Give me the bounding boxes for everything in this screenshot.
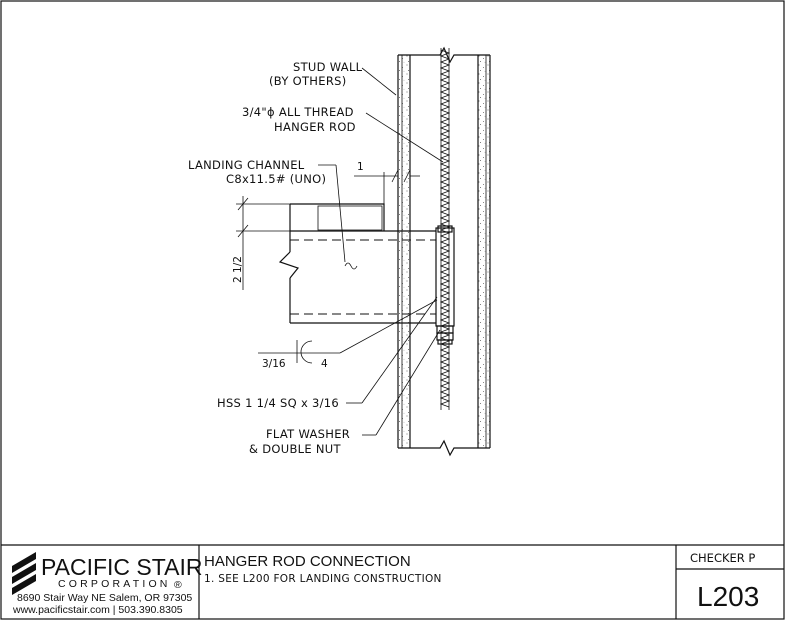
channel-label-2: C8x11.5# (UNO) bbox=[226, 172, 327, 186]
weld-length-text: 4 bbox=[321, 358, 328, 370]
thread-label-1: 3/4"ϕ ALL THREAD bbox=[242, 105, 354, 119]
washer-label-2: & DOUBLE NUT bbox=[249, 442, 341, 456]
hanger-rod bbox=[441, 48, 449, 410]
stud-wall-label-2: (BY OTHERS) bbox=[269, 74, 347, 88]
dim-height-text: 2 1/2 bbox=[232, 256, 244, 283]
drawing-title: HANGER ROD CONNECTION bbox=[204, 553, 411, 570]
title-block bbox=[1, 545, 784, 619]
dimension-height bbox=[232, 196, 290, 290]
drawing-note: 1. SEE L200 FOR LANDING CONSTRUCTION bbox=[204, 573, 442, 585]
logo-mark-icon bbox=[12, 552, 36, 595]
company-address: 8690 Stair Way NE Salem, OR 97305 bbox=[17, 592, 193, 604]
hss-label: HSS 1 1/4 SQ x 3/16 bbox=[217, 396, 340, 410]
dim-gap-text: 1 bbox=[357, 161, 364, 173]
sheet-border bbox=[1, 1, 784, 619]
company-corporation: CORPORATION bbox=[58, 578, 171, 590]
sheet-number: L203 bbox=[697, 581, 760, 612]
checker-label: CHECKER P bbox=[690, 551, 756, 565]
thread-label-2: HANGER ROD bbox=[274, 120, 356, 134]
landing-channel bbox=[280, 204, 436, 323]
channel-label-1: LANDING CHANNEL bbox=[188, 158, 305, 172]
washer-label-1: FLAT WASHER bbox=[266, 427, 351, 441]
company-logo bbox=[12, 552, 202, 595]
stud-wall-label-1: STUD WALL bbox=[293, 60, 363, 74]
registered-mark: ® bbox=[174, 579, 182, 591]
company-contact: www.pacificstair.com | 503.390.8305 bbox=[13, 604, 183, 616]
company-name: PACIFIC STAIR bbox=[41, 554, 203, 580]
weld-size-text: 3/16 bbox=[262, 358, 286, 370]
